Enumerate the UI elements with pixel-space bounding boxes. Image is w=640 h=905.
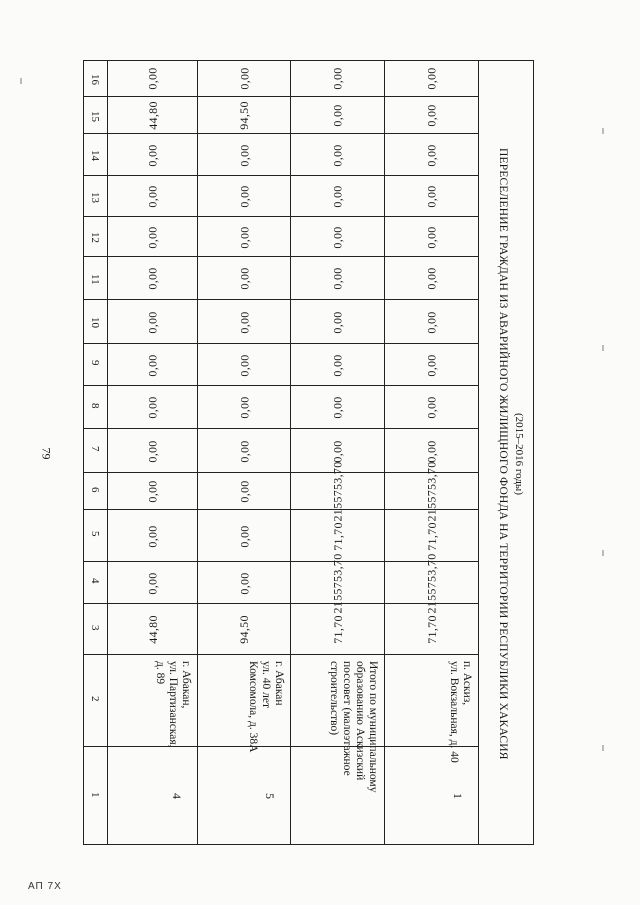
table-cell — [198, 654, 290, 753]
value-cell: 0,00 — [237, 310, 252, 334]
table-cell — [108, 509, 197, 561]
value-cell: 0,00 — [424, 439, 439, 463]
caption-band — [478, 61, 535, 844]
table-cell — [108, 561, 197, 603]
table-cell — [108, 343, 197, 385]
value-cell: 0,00 — [330, 310, 345, 334]
table-cell — [108, 654, 197, 746]
header-cell — [84, 175, 107, 216]
column-number: 8 — [89, 402, 101, 408]
data-row — [384, 61, 478, 844]
header-cell — [84, 509, 107, 561]
table-cell — [385, 61, 478, 96]
column-number: 16 — [89, 73, 101, 85]
table-cell — [198, 299, 290, 343]
value-cell: 0,00 — [237, 439, 252, 463]
archive-mark: АП 7Х — [28, 881, 62, 892]
value-cell: 0,00 — [330, 439, 345, 463]
column-number: 2 — [89, 696, 101, 702]
table-cell — [198, 216, 290, 256]
header-cell — [84, 561, 107, 603]
value-cell: 0,00 — [145, 310, 160, 334]
table-cell — [108, 61, 197, 96]
value-cell: 0,00 — [424, 67, 439, 90]
value-cell: 0,00 — [145, 185, 160, 208]
table-cell — [291, 299, 384, 343]
table-caption-years: (2015–2016 годы) — [513, 412, 525, 495]
column-number: 6 — [89, 486, 101, 492]
table-cell — [385, 256, 478, 299]
header-cell — [84, 216, 107, 256]
value-cell: 0,00 — [424, 353, 439, 377]
value-cell: 0,00 — [330, 353, 345, 377]
table-cell — [108, 133, 197, 175]
header-cell — [84, 472, 107, 509]
table-cell — [198, 343, 290, 385]
column-number: 7 — [89, 446, 101, 452]
column-number: 15 — [89, 110, 101, 122]
header-cell — [84, 654, 107, 746]
column-number: 14 — [89, 150, 101, 161]
table-cell — [198, 509, 290, 561]
value-cell: 2155753,70 — [330, 461, 345, 522]
value-cell: 0,00 — [237, 571, 252, 595]
value-cell: 0,00 — [145, 571, 160, 595]
data-row — [107, 61, 197, 844]
table-cell — [291, 133, 384, 175]
table-cell — [291, 96, 384, 133]
header-row — [84, 61, 107, 844]
value-cell: 71,70 — [330, 521, 345, 551]
table-cell — [385, 603, 478, 654]
value-cell: 0,00 — [145, 67, 160, 90]
table-cell — [385, 461, 478, 522]
table-cell — [198, 561, 290, 603]
value-cell: 0,00 — [424, 267, 439, 290]
value-cell: 0,00 — [145, 396, 160, 419]
table-cell — [385, 746, 478, 846]
table-cell — [291, 553, 384, 613]
table-cell — [385, 553, 478, 613]
value-cell: 0,00 — [145, 267, 160, 290]
header-cell — [84, 96, 107, 133]
value-cell: 0,00 — [237, 480, 252, 503]
header-cell — [84, 256, 107, 299]
table-cell — [291, 603, 384, 654]
value-cell: 2155753,70 — [424, 553, 439, 613]
column-number: 13 — [89, 191, 101, 203]
row-number: 4 — [170, 793, 184, 799]
value-cell: 0,00 — [145, 524, 160, 548]
row-number: 1 — [451, 793, 465, 799]
scan-artifact — [602, 550, 604, 556]
value-cell: 0,00 — [237, 353, 252, 377]
table-cell — [108, 256, 197, 299]
header-cell — [84, 61, 107, 96]
table-cell — [291, 746, 384, 846]
object-address: Итого по муниципальному образованию Аскизский поссовет (малоэтажное строительство) — [328, 661, 379, 793]
value-cell: 0,00 — [424, 310, 439, 334]
table-cell — [108, 96, 197, 133]
table-cell — [108, 746, 197, 846]
header-cell — [84, 746, 107, 846]
resettlement-table — [83, 60, 534, 845]
header-cell — [84, 428, 107, 472]
table-cell — [198, 96, 290, 133]
header-cell — [84, 385, 107, 428]
page-number: 79 — [39, 447, 54, 460]
value-cell: 0,00 — [145, 143, 160, 167]
value-cell: 0,00 — [145, 225, 160, 249]
value-cell: 0,00 — [424, 225, 439, 249]
value-cell: 2155753,70 — [424, 461, 439, 522]
table-cell — [198, 385, 290, 428]
table-cell — [291, 256, 384, 299]
object-address: г. Абакан, ул. Партизанская, д. 89 — [154, 661, 192, 748]
value-cell: 0,00 — [237, 267, 252, 290]
column-number: 11 — [89, 273, 101, 285]
table-cell — [108, 428, 197, 472]
column-number: 3 — [89, 624, 101, 630]
column-number: 4 — [89, 578, 101, 584]
column-number: 12 — [89, 232, 101, 243]
value-cell: 0,00 — [237, 143, 252, 167]
table-cell — [385, 343, 478, 385]
table-cell — [291, 461, 384, 522]
header-cell — [84, 133, 107, 175]
value-cell: 71,70 — [424, 521, 439, 551]
value-cell: 44,80 — [145, 101, 160, 130]
table-cell — [198, 603, 290, 654]
value-cell: 0,00 — [330, 185, 345, 208]
table-cell — [198, 746, 290, 846]
scan-artifact — [602, 128, 604, 134]
value-cell: 0,00 — [145, 480, 160, 503]
value-cell: 0,00 — [237, 185, 252, 208]
table-cell — [385, 299, 478, 343]
table-cell — [291, 216, 384, 256]
scan-artifact — [602, 745, 604, 751]
value-cell: 0,00 — [330, 267, 345, 290]
value-cell: 0,00 — [330, 67, 345, 90]
table-cell — [198, 133, 290, 175]
object-address: п. Аскиз, ул. Вокзальная, д. 40 — [448, 661, 473, 763]
table-cell — [108, 216, 197, 256]
value-cell: 2155753,70 — [330, 553, 345, 613]
value-cell: 0,00 — [330, 104, 345, 127]
table-cell — [291, 385, 384, 428]
value-cell: 0,00 — [330, 396, 345, 419]
table-cell — [385, 654, 478, 763]
table-cell — [385, 175, 478, 216]
value-cell: 0,00 — [424, 396, 439, 419]
value-cell: 0,00 — [145, 353, 160, 377]
total-row — [290, 61, 384, 844]
column-number: 5 — [89, 531, 101, 537]
value-cell: 0,00 — [145, 439, 160, 463]
header-cell — [84, 603, 107, 654]
table-cell — [108, 299, 197, 343]
row-number: 5 — [263, 793, 277, 799]
table-cell — [291, 175, 384, 216]
data-row — [197, 61, 290, 844]
table-cell — [198, 472, 290, 509]
value-cell: 94,50 — [236, 615, 251, 644]
value-cell: 0,00 — [237, 396, 252, 419]
value-cell: 71,70 — [424, 615, 439, 644]
table-cell — [291, 343, 384, 385]
table-cell — [108, 603, 197, 654]
value-cell: 0,00 — [237, 67, 252, 90]
scan-artifact — [602, 345, 604, 351]
value-cell: 0,00 — [237, 524, 252, 548]
table-cell — [385, 133, 478, 175]
table-cell — [385, 96, 478, 133]
value-cell: 0,00 — [330, 143, 345, 167]
value-cell: 44,80 — [145, 615, 160, 644]
table-caption-title: ПЕРЕСЕЛЕНИЕ ГРАЖДАН ИЗ АВАРИЙНОГО ЖИЛИЩНОГО ФОНДА НА ТЕРРИТОРИИ РЕСПУБЛИКИ ХАКАСИЯ — [497, 147, 509, 760]
object-address: г. Абакан ул. 40 лет Комсомола, д. 38А — [247, 661, 285, 753]
value-cell: 0,00 — [237, 225, 252, 249]
value-cell: 0,00 — [330, 225, 345, 249]
table-cell — [385, 385, 478, 428]
table-cell — [108, 175, 197, 216]
column-number: 9 — [89, 360, 101, 366]
table-cell — [108, 385, 197, 428]
table-cell — [198, 175, 290, 216]
column-number: 10 — [89, 317, 101, 328]
table-cell — [385, 216, 478, 256]
table-cell — [198, 428, 290, 472]
table-cell — [291, 61, 384, 96]
scan-artifact — [20, 78, 22, 84]
value-cell: 0,00 — [424, 185, 439, 208]
table-cell — [291, 654, 384, 793]
value-cell: 94,50 — [236, 101, 251, 130]
value-cell: 0,00 — [424, 104, 439, 127]
table-cell — [198, 61, 290, 96]
header-cell — [84, 343, 107, 385]
table-cell — [108, 472, 197, 509]
header-cell — [84, 299, 107, 343]
column-number: 1 — [89, 792, 101, 798]
value-cell: 0,00 — [424, 143, 439, 167]
table-cell — [198, 256, 290, 299]
value-cell: 71,70 — [330, 615, 345, 644]
